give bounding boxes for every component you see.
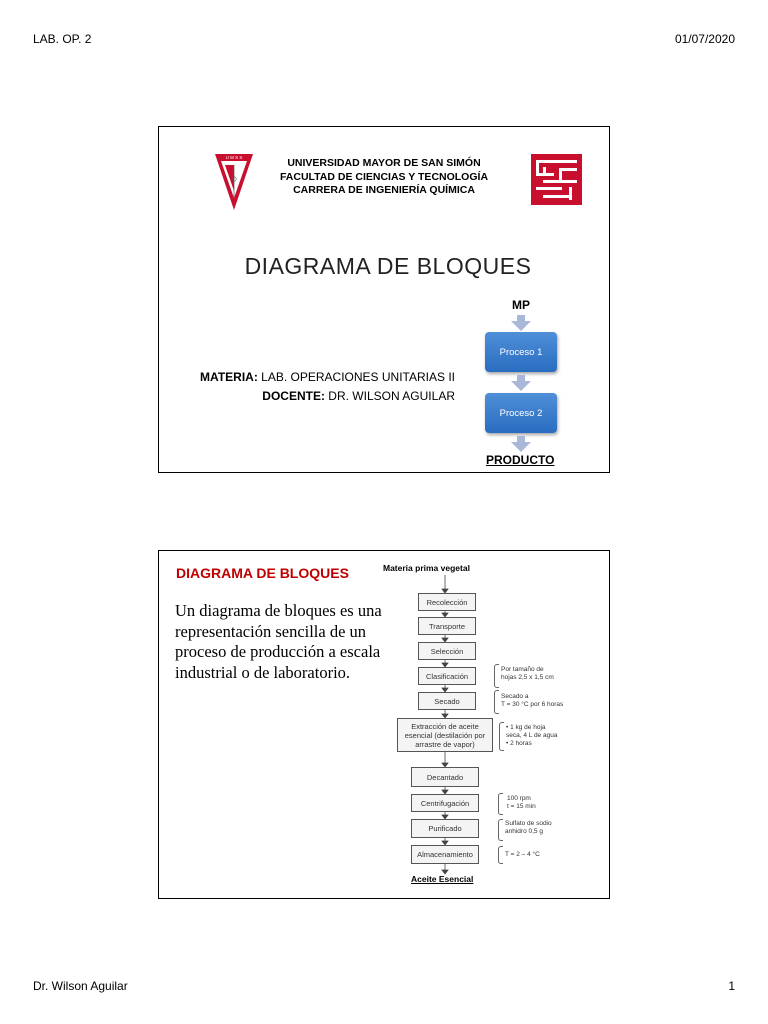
docente-value: DR. WILSON AGUILAR: [328, 389, 455, 403]
flow-output-label: Aceite Esencial: [411, 874, 474, 884]
page-number: 1: [728, 979, 735, 993]
flow-step-seleccion: Selección: [418, 642, 476, 660]
note-brace: [498, 846, 503, 864]
slide-1: [158, 126, 610, 473]
note-centrifugacion: 100 rpm t = 15 min: [507, 795, 536, 810]
note-brace: [498, 819, 503, 841]
page-footer-author: Dr. Wilson Aguilar: [33, 979, 128, 993]
materia-line: [200, 370, 455, 384]
slide-2: [158, 550, 610, 899]
process-1-box: Proceso 1: [485, 332, 557, 372]
process-2-box: Proceso 2: [485, 393, 557, 433]
note-almacenamiento: T = 2 – 4 °C: [505, 851, 540, 858]
docente-line: [262, 389, 455, 403]
slide-2-body: Un diagrama de bloques es una representación sencilla de un proceso de producción a escala industrial o de laboratorio.: [175, 601, 382, 682]
note-brace: [494, 690, 499, 714]
flow-step-secado: Secado: [418, 692, 476, 710]
flow-step-transporte: Transporte: [418, 617, 476, 635]
arrow-down-icon: [511, 315, 531, 331]
flow-step-decantado: Decantado: [411, 767, 479, 787]
flow-step-purificado: Purificado: [411, 819, 479, 838]
note-brace: [494, 664, 499, 688]
faculty-name: FACULTAD DE CIENCIAS Y TECNOLOGÍA: [279, 170, 489, 183]
university-name: UNIVERSIDAD MAYOR DE SAN SIMÓN: [287, 157, 481, 169]
flow-step-centrifugacion: Centrifugación: [411, 794, 479, 812]
page-header-date: 01/07/2020: [674, 32, 735, 46]
flow-step-extraccion: Extracción de aceite esencial (destilación por arrastre de vapor): [397, 718, 493, 752]
flow-step-almacenamiento: Almacenamiento: [411, 845, 479, 864]
product-label: PRODUCTO: [486, 453, 555, 467]
slide-2-title: DIAGRAMA DE BLOQUES: [176, 565, 349, 581]
note-purificado: Sulfato de sodio anhidro 0,5 g: [505, 820, 552, 835]
flow-input-label: Materia prima vegetal: [383, 563, 470, 573]
page-header-left: LAB. OP. 2: [33, 32, 92, 46]
career-name: CARRERA DE INGENIERÍA QUÍMICA: [293, 184, 475, 196]
materia-value: LAB. OPERACIONES UNITARIAS II: [261, 370, 455, 384]
note-secado: Secado a T = 30 °C por 6 horas: [501, 693, 564, 708]
docente-label: DOCENTE:: [262, 389, 325, 403]
arrow-down-icon: [511, 436, 531, 452]
flow-step-recoleccion: Recolección: [418, 593, 476, 611]
note-clasificacion: Por tamaño de hojas 2,5 x 1,5 cm: [501, 666, 554, 681]
materia-label: MATERIA:: [200, 370, 258, 384]
note-brace: [499, 722, 504, 751]
faculty-logo: [531, 154, 582, 205]
note-extraccion: • 1 kg de hoja seca, 4 L de agua • 2 horas: [506, 724, 558, 747]
raw-material-label: MP: [512, 298, 530, 312]
arrow-down-icon: [511, 375, 531, 391]
slide-1-title: DIAGRAMA DE BLOQUES: [244, 253, 532, 279]
svg-text:U M S S: U M S S: [225, 155, 243, 160]
note-brace: [498, 793, 503, 815]
flow-step-clasificacion: Clasificación: [418, 667, 476, 685]
